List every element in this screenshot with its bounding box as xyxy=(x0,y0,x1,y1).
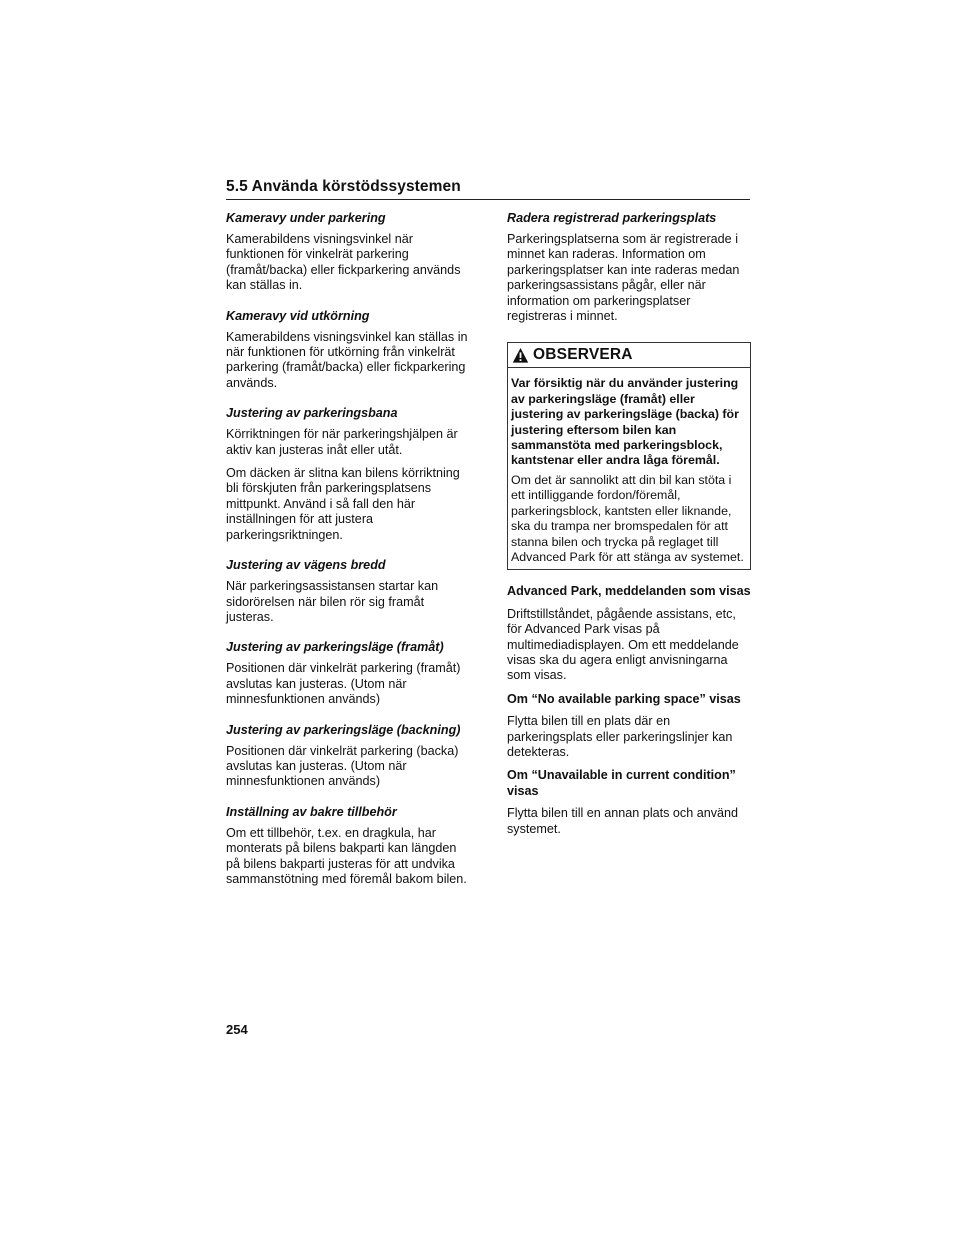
paragraph: Flytta bilen till en annan plats och använd systemet. xyxy=(507,806,739,836)
heading-rear-accessory: Inställning av bakre tillbehör xyxy=(226,804,397,819)
heading-messages: Advanced Park, meddelanden som visas xyxy=(507,584,751,599)
heading-camera-view-exit: Kameravy vid utkörning xyxy=(226,308,370,323)
notice-box xyxy=(507,342,751,570)
paragraph: Driftstillståndet, pågående assistans, etc, för Advanced Park visas på multimediadisplayen. Om ett meddelande visas ska du agera enligt anvisningarna som visas. xyxy=(507,606,739,683)
paragraph: Kamerabildens visningsvinkel när funktionen för vinkelrät parkering (framåt/backa) eller fickparkering används kan ställas in. xyxy=(226,232,461,293)
notice-header xyxy=(508,343,750,368)
paragraph: Positionen där vinkelrät parkering (backa) avslutas kan justeras. (Utom när minnesfunktionen används) xyxy=(226,743,459,789)
paragraph: Flytta bilen till en plats där en parkeringsplats eller parkeringslinjer kan detekteras. xyxy=(507,714,733,759)
heading-unavailable: Om “Unavailable in current condition” visas xyxy=(507,768,736,798)
paragraph: När parkeringsassistansen startar kan sidorörelsen när bilen rör sig framåt justeras. xyxy=(226,579,439,624)
notice-warning-text: Var försiktig när du använder justering av parkeringsläge (framåt) eller justering av parkeringsläge (backa) för justering eftersom bilen kan sammanstöta med parkeringsblock, kantstenar eller andra låga föremål. xyxy=(511,376,739,468)
section-title: 5.5 Använda körstödssystemen xyxy=(226,178,461,195)
notice-body xyxy=(508,368,750,565)
paragraph: Positionen där vinkelrät parkering (framåt) avslutas kan justeras. (Utom när minnesfunktionen används) xyxy=(226,661,461,707)
heading-no-space: Om “No available parking space” visas xyxy=(507,691,741,706)
heading-parking-position-forward: Justering av parkeringsläge (framåt) xyxy=(226,640,444,655)
paragraph: Om ett tillbehör, t.ex. en dragkula, har monterats på bilens bakparti kan längden på bilens bakparti justeras för att undvika sammanstötning med föremål bakom bilen. xyxy=(226,825,467,886)
heading-delete-parking-spot: Radera registrerad parkeringsplats xyxy=(507,211,717,225)
notice-title: OBSERVERA xyxy=(533,346,633,364)
heading-road-width-adjust: Justering av vägens bredd xyxy=(226,558,386,573)
paragraph: Om däcken är slitna kan bilens körriktning bli förskjuten från parkeringsplatsens mittpunkt. Använd i så fall den här inställningen för att justera parkeringsriktningen. xyxy=(226,466,460,542)
left-column xyxy=(226,210,470,895)
right-column xyxy=(507,210,751,845)
paragraph: Kamerabildens visningsvinkel kan ställas in när funktionen för utkörning från vinkelrät parkering (framåt/backa) eller fickparkering används. xyxy=(226,329,468,390)
heading-parking-path-adjust: Justering av parkeringsbana xyxy=(226,406,398,421)
heading-camera-view-parking: Kameravy under parkering xyxy=(226,211,386,225)
section-header xyxy=(226,178,750,200)
page-number: 254 xyxy=(226,1022,248,1037)
paragraph: Körriktningen för när parkeringshjälpen är aktiv kan justeras inåt eller utåt. xyxy=(226,427,458,457)
warning-triangle-icon xyxy=(512,347,529,364)
notice-text: Om det är sannolikt att din bil kan stöta i ett intilliggande fordon/föremål, parkeringsblock, kantsten eller liknande, ska du trampa ner bromspedalen för att stanna bilen och trycka på reglaget till Advanced Park för att stänga av systemet. xyxy=(511,472,744,564)
heading-parking-position-reverse: Justering av parkeringsläge (backning) xyxy=(226,722,461,737)
paragraph: Parkeringsplatserna som är registrerade i minnet kan raderas. Information om parkeringsplatser kan inte raderas medan parkeringsassistans pågår, eller när information om parkeringsplatser registreras i minnet. xyxy=(507,232,740,324)
